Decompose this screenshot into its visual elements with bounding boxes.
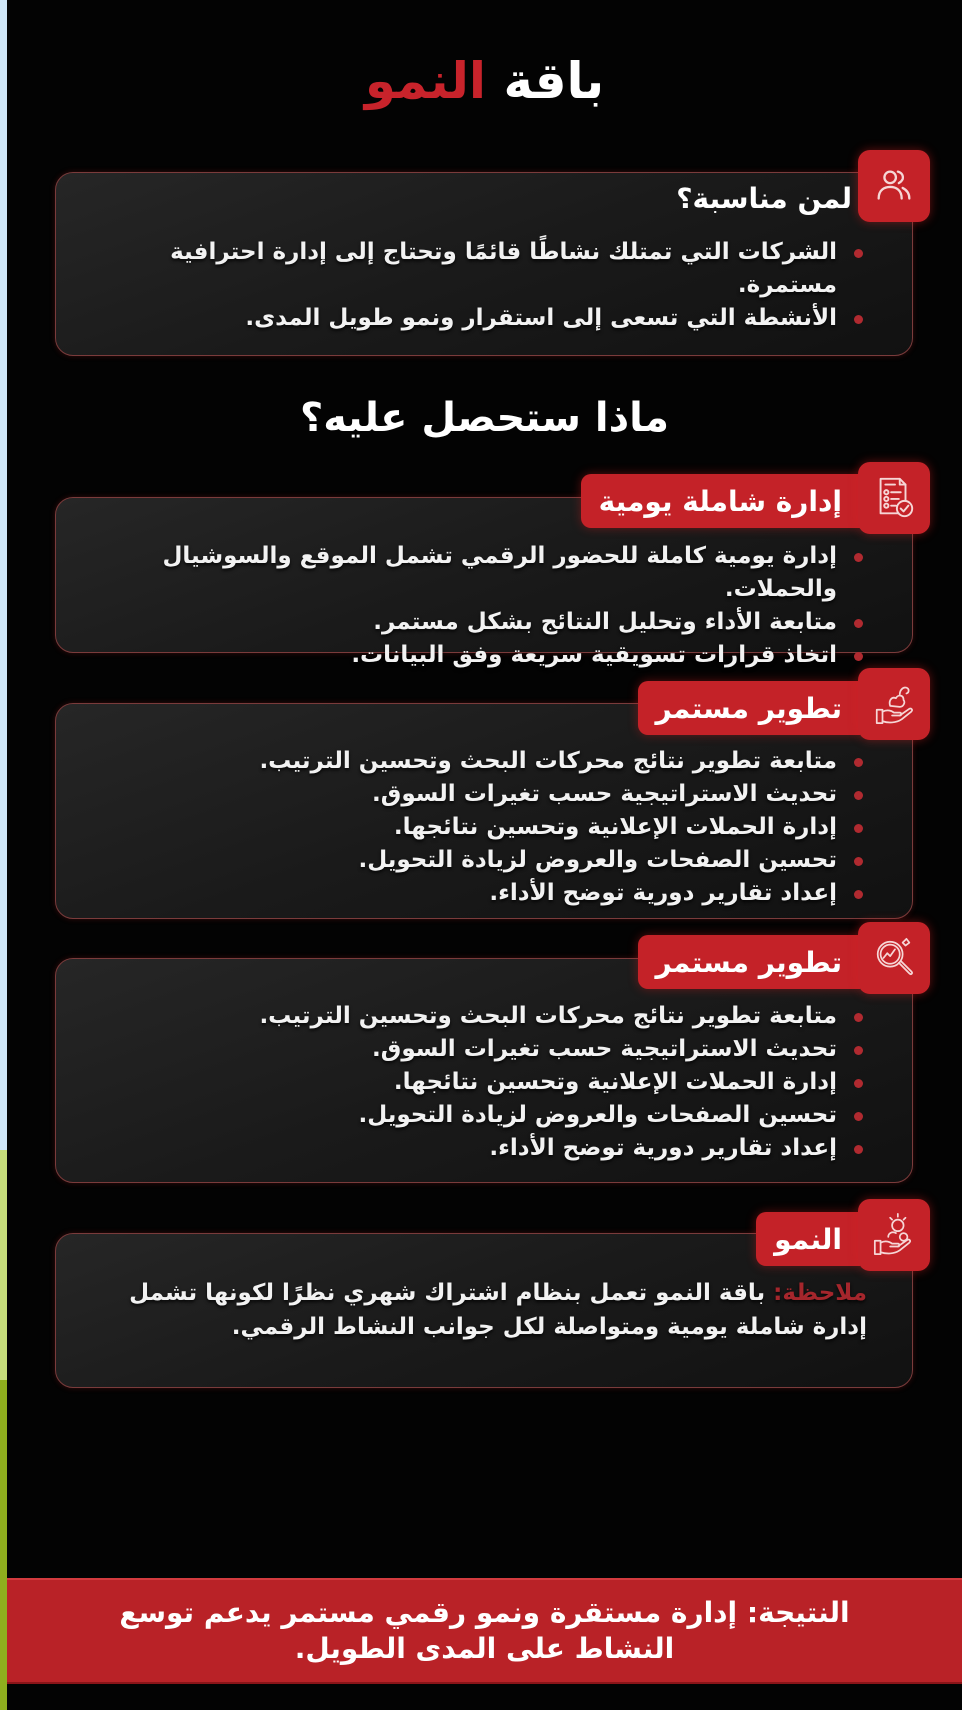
list-item: تحديث الاستراتيجية حسب تغيرات السوق. xyxy=(87,1033,867,1066)
audience-list xyxy=(127,236,867,335)
list-item: إعداد تقارير دورية توضح الأداء. xyxy=(87,877,867,910)
left-edge-strip xyxy=(0,0,7,1710)
feature-list-daily-management xyxy=(87,540,867,672)
magnifier-analytics-icon xyxy=(871,935,917,981)
feature-tag-daily-management: إدارة شاملة يومية xyxy=(581,474,860,528)
list-item: تحسين الصفحات والعروض لزيادة التحويل. xyxy=(87,1099,867,1132)
list-item: متابعة تطوير نتائج محركات البحث وتحسين الترتيب. xyxy=(87,1000,867,1033)
section-heading: ماذا ستحصل عليه؟ xyxy=(300,395,669,441)
audience-heading: لمن مناسبة؟ xyxy=(676,182,852,215)
feature-list-continuous-development xyxy=(87,745,867,910)
hand-coins-icon xyxy=(871,1212,917,1258)
list-item: إدارة يومية كاملة للحضور الرقمي تشمل الموقع والسوشيال والحملات. xyxy=(87,540,867,606)
list-item: تحسين الصفحات والعروض لزيادة التحويل. xyxy=(87,844,867,877)
feature-icon-box xyxy=(858,922,930,994)
list-item: متابعة تطوير نتائج محركات البحث وتحسين الترتيب. xyxy=(87,745,867,778)
list-item: متابعة الأداء وتحليل النتائج بشكل مستمر. xyxy=(87,606,867,639)
result-text: النتيجة: إدارة مستقرة ونمو رقمي مستمر يدعم توسع النشاط على المدى الطويل. xyxy=(119,1596,850,1665)
growth-tag: النمو xyxy=(756,1212,860,1266)
growth-icon-box xyxy=(858,1199,930,1271)
note-text: باقة النمو تعمل بنظام اشتراك شهري نظرًا لكونها تشمل إدارة شاملة يومية ومتواصلة لكل جوانب النشاط الرقمي. xyxy=(129,1280,867,1340)
users-icon xyxy=(871,163,917,209)
title-word-package: باقة xyxy=(503,52,605,110)
list-item: إدارة الحملات الإعلانية وتحسين نتائجها. xyxy=(87,1066,867,1099)
list-item: إدارة الحملات الإعلانية وتحسين نتائجها. xyxy=(87,811,867,844)
feature-icon-box xyxy=(858,462,930,534)
result-banner xyxy=(7,1578,962,1684)
title-word-growth: النمو xyxy=(364,52,487,110)
checklist-document-icon xyxy=(871,475,917,521)
list-item: الأنشطة التي تسعى إلى استقرار ونمو طويل المدى. xyxy=(127,302,867,335)
feature-tag-continuous-development: تطوير مستمر xyxy=(638,681,860,735)
hand-growth-icon xyxy=(871,681,917,727)
list-item: الشركات التي تمتلك نشاطًا قائمًا وتحتاج إلى إدارة احترافية مستمرة. xyxy=(127,236,867,302)
feature-icon-box xyxy=(858,668,930,740)
feature-list-continuous-development-2 xyxy=(87,1000,867,1165)
growth-note xyxy=(67,1276,867,1344)
poster xyxy=(7,0,962,1710)
list-item: تحديث الاستراتيجية حسب تغيرات السوق. xyxy=(87,778,867,811)
audience-icon-box xyxy=(858,150,930,222)
list-item: إعداد تقارير دورية توضح الأداء. xyxy=(87,1132,867,1165)
note-label: ملاحظة: xyxy=(773,1280,867,1306)
feature-tag-continuous-development-2: تطوير مستمر xyxy=(638,935,860,989)
page-title xyxy=(7,52,962,110)
list-item: اتخاذ قرارات تسويقية سريعة وفق البيانات. xyxy=(87,639,867,672)
